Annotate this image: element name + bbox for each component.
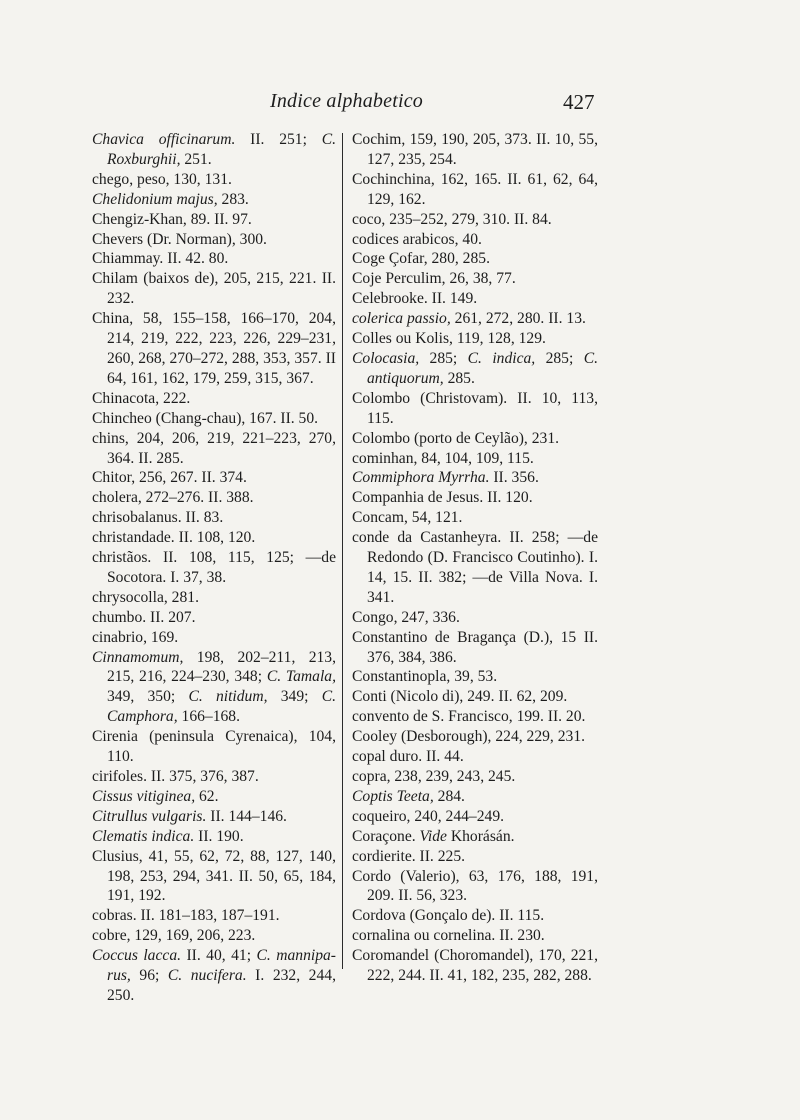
index-text: Conti (Nicolo di), 249. II. 62, 209. [352, 688, 568, 706]
index-column-right [352, 130, 598, 986]
index-entry [352, 349, 598, 389]
index-entry [92, 488, 336, 508]
index-text: I. 232, 244, 250. [107, 967, 336, 1004]
index-entry [92, 309, 336, 389]
index-text: codices arabicos, 40. [352, 230, 482, 248]
index-text: 285. [443, 369, 475, 387]
index-text: Chiammay. II. 42. 80. [92, 250, 229, 268]
index-entry [92, 468, 336, 488]
index-term-italic: C. Tamala, [266, 668, 336, 686]
index-text: Coromandel (Choromandel), 170, 221, 222, 244. II. 41, 182, 235, 282, 288. [352, 947, 598, 985]
index-text: chumbo. II. 207. [92, 608, 196, 626]
index-entry [92, 389, 336, 409]
index-entry [352, 249, 598, 269]
index-text: Chevers (Dr. Norman), 300. [92, 230, 267, 248]
index-entry [352, 707, 598, 727]
index-text: 349; [267, 688, 322, 706]
index-text: cinabrio, 169. [92, 628, 179, 646]
index-entry [352, 608, 598, 628]
index-text: II. 144–146. [206, 807, 287, 825]
index-entry [92, 926, 336, 946]
index-entry [352, 946, 598, 986]
index-entry [352, 787, 598, 807]
index-entry [352, 926, 598, 946]
index-term-italic: Chelidonium majus, [92, 190, 218, 208]
index-entry [352, 230, 598, 250]
index-entry [352, 130, 598, 170]
index-entry [352, 508, 598, 528]
index-text: coco, 235–252, 279, 310. II. 84. [352, 210, 552, 228]
index-entry [92, 827, 336, 847]
index-text: christãos. II. 108, 115, 125; —de Socotora. I. 37, 38. [92, 549, 336, 586]
index-text: Coge Çofar, 280, 285. [352, 250, 490, 268]
index-text: cirifoles. II. 375, 376, 387. [92, 768, 259, 785]
index-text: 198, 202–211, 213, 215, 216, 224–230, 348; [107, 648, 336, 686]
index-entry [92, 767, 336, 787]
index-term-italic: Clematis indica. [92, 827, 195, 845]
index-text: 96; [130, 967, 168, 985]
index-entry [352, 329, 598, 349]
index-text: copal duro. II. 44. [352, 748, 464, 766]
index-entry [352, 289, 598, 309]
index-entry [352, 389, 598, 429]
index-text: chins, 204, 206, 219, 221–223, 270, 364. II. 285. [92, 429, 336, 467]
index-text: 349, 350; [107, 688, 189, 706]
index-term-italic: Citrullus vulgaris. [92, 807, 207, 825]
index-text: Chitor, 256, 267. II. 374. [92, 469, 247, 487]
index-text: Cirenia (peninsula Cyrenaica), 104, 110. [92, 728, 336, 766]
index-entry [352, 309, 598, 329]
index-entry [92, 249, 336, 269]
index-term-italic: C. nitidum, [188, 688, 268, 706]
index-entry [92, 807, 336, 827]
index-text: Celebrooke. II. 149. [352, 290, 478, 308]
index-text: cholera, 272–276. II. 388. [92, 489, 254, 507]
index-text: Chinacota, 222. [92, 389, 191, 407]
index-text: Chincheo (Chang-chau), 167. II. 50. [92, 409, 319, 427]
column-divider [342, 133, 343, 969]
index-entry [92, 906, 336, 926]
index-term-italic: colerica passio, [352, 310, 451, 328]
index-text: 285; [535, 349, 584, 367]
index-text: chrisobalanus. II. 83. [92, 509, 224, 527]
index-text: II. 356. [489, 469, 539, 487]
index-entry [92, 230, 336, 250]
index-text: Cordova (Gonçalo de). II. 115. [352, 907, 545, 925]
index-text: Congo, 247, 336. [352, 608, 460, 626]
index-text: Constantinopla, 39, 53. [352, 668, 498, 686]
index-text: Clusius, 41, 55, 62, 72, 88, 127, 140, 198, 253, 294, 341. II. 50, 65, 184, 191, 192. [92, 847, 336, 905]
index-text: 261, 272, 280. II. 13. [450, 310, 586, 328]
index-text: Colombo (porto de Ceylão), 231. [352, 429, 560, 447]
index-text: chego, peso, 130, 131. [92, 170, 232, 188]
index-entry [352, 429, 598, 449]
index-entry [92, 628, 336, 648]
index-entry [352, 906, 598, 926]
index-term-italic: Vide [419, 827, 447, 845]
index-text: Colombo (Christovam). II. 10, 113, 115. [352, 389, 598, 427]
index-text: Khorásán. [446, 827, 515, 845]
index-text: coqueiro, 240, 244–249. [352, 807, 505, 825]
index-term-italic: C. antiquorum, [367, 349, 598, 387]
index-text: cobras. II. 181–183, 187–191. [92, 907, 280, 925]
index-entry [352, 767, 598, 787]
index-entry [92, 508, 336, 528]
index-text: Coraçone. [352, 827, 420, 845]
index-text: 251. [180, 150, 212, 168]
index-term-italic: Cissus vitiginea, [92, 787, 196, 805]
index-term-italic: Cinnamomum, [92, 648, 184, 666]
index-entry [92, 130, 336, 170]
index-term-italic: C. Roxburghii, [107, 131, 336, 168]
index-text: Coje Perculim, 26, 38, 77. [352, 270, 516, 288]
index-text: 166–168. [177, 708, 240, 726]
index-term-italic: Colocasia, [352, 349, 420, 367]
index-text: cobre, 129, 169, 206, 223. [92, 927, 256, 945]
index-term-italic: Coptis Teeta, [352, 787, 434, 805]
index-entry [92, 528, 336, 548]
index-entry [352, 807, 598, 827]
index-entry [352, 847, 598, 867]
index-text: China, 58, 155–158, 166–170, 204, 214, 219, 222, 223, 226, 229–231, 260, 268, 270–272, 288, 353, 357. II 64, 161, 162, 179, 259, 315, 367. [92, 310, 336, 387]
index-entry [352, 449, 598, 469]
index-entry [92, 648, 336, 728]
index-entry [92, 170, 336, 190]
index-term-italic: C. indica, [467, 349, 536, 367]
index-entry [92, 727, 336, 767]
index-entry [352, 488, 598, 508]
index-text: cordierite. II. 225. [352, 847, 466, 865]
index-entry [352, 269, 598, 289]
page-header [0, 90, 800, 120]
index-entry [352, 468, 598, 488]
index-text: II. 190. [194, 827, 244, 845]
index-entry [92, 210, 336, 230]
index-text: chrysocolla, 281. [92, 588, 199, 606]
index-term-italic: C. Camphora, [107, 688, 337, 726]
running-title: Indice alphabetico [270, 90, 423, 112]
index-entry [92, 429, 336, 469]
index-text: christandade. II. 108, 120. [92, 529, 256, 547]
index-entry [352, 628, 598, 668]
index-text: 62. [195, 787, 219, 805]
index-text: II. 251; [235, 131, 322, 148]
index-entry [92, 269, 336, 309]
index-entry [352, 528, 598, 608]
index-entry [92, 847, 336, 907]
index-text: Chengiz-Khan, 89. II. 97. [92, 210, 252, 228]
index-text: Companhia de Jesus. II. 120. [352, 489, 533, 507]
index-entry [92, 588, 336, 608]
index-entry [352, 747, 598, 767]
index-entry [352, 210, 598, 230]
index-text: 285; [419, 349, 468, 367]
index-text: Cooley (Desborough), 224, 229, 231. [352, 728, 586, 746]
index-term-italic: Commiphora Myrrha. [352, 469, 490, 487]
index-column-left [92, 130, 336, 1006]
index-entry [352, 727, 598, 747]
index-term-italic: C. mannipa-rus, [107, 947, 336, 985]
index-entry [92, 608, 336, 628]
index-text: Colles ou Kolis, 119, 128, 129. [352, 330, 546, 348]
index-entry [352, 867, 598, 907]
index-entry [352, 170, 598, 210]
index-text: Constantino de Bragança (D.), 15 II. 376, 384, 386. [352, 628, 598, 666]
index-text: Concam, 54, 121. [352, 509, 463, 527]
index-entry [352, 667, 598, 687]
index-term-italic: Coccus lacca. [92, 947, 182, 965]
index-entry [92, 190, 336, 210]
index-text: copra, 238, 239, 243, 245. [352, 768, 516, 785]
index-text: cornalina ou cornelina. II. 230. [352, 927, 545, 945]
index-text: 284. [433, 787, 465, 805]
index-text: Cochim, 159, 190, 205, 373. II. 10, 55, 127, 235, 254. [352, 131, 598, 168]
index-text: Cochinchina, 162, 165. II. 61, 62, 64, 129, 162. [352, 170, 598, 208]
index-text: cominhan, 84, 104, 109, 115. [352, 449, 534, 467]
index-entry [92, 787, 336, 807]
index-entry [352, 687, 598, 707]
index-text: Chilam (baixos de), 205, 215, 221. II. 232. [92, 270, 336, 308]
index-entry [92, 946, 336, 1006]
index-entry [352, 827, 598, 847]
index-entry [92, 548, 336, 588]
index-text: convento de S. Francisco, 199. II. 20. [352, 708, 586, 726]
index-text: II. 40, 41; [181, 947, 257, 965]
index-text: conde da Castanheyra. II. 258; —de Redondo (D. Francisco Coutinho). I. 14, 15. II. 382; —de Villa Nova. I. 341. [352, 529, 598, 606]
page-number: 427 [563, 90, 595, 114]
index-text: 283. [217, 190, 249, 208]
index-entry [92, 409, 336, 429]
index-term-italic: C. nucifera. [167, 967, 247, 985]
index-term-italic: Chavica officinarum. [92, 131, 236, 148]
index-text: Cordo (Valerio), 63, 176, 188, 191, 209. II. 56, 323. [352, 867, 598, 905]
